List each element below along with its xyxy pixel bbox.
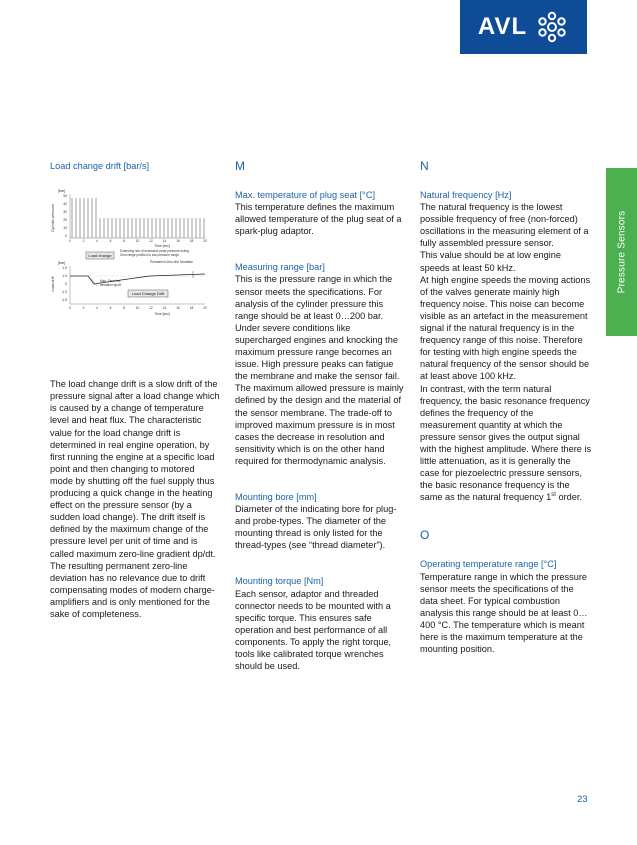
figure-caption-line2: Zero range position to low pressure range xyxy=(120,253,180,258)
mounting-bore-heading: Mounting bore [mm] xyxy=(235,491,317,502)
load-change-paragraph-1: The load change drift is a slow drift of the pressure signal after a load change which is caused by a change of temperature level and heat flux. The characteristic value for the load change drift is determined in real engine operation, by first running the engine at a specific load point and then changing to motored mode by shutting off the fuel supply thus producing a quick change in the heating effect on the pressure sensor (by a sudden load change). The drift itself is defined by the maximum change of the pressure level per unit of time and is called maximum zero-line gradient dp/dt. xyxy=(50,379,220,559)
top-tick: 0 xyxy=(65,234,67,239)
mounting-bore-paragraph: Diameter of the indicating bore for plug- and probe-types. The diameter of the mounting thread is only listed for the thread-types (see “thread diameter”). xyxy=(235,504,397,551)
x-tick-label: 20 xyxy=(203,239,207,244)
natural-frequency-heading: Natural frequency [Hz] xyxy=(420,190,512,200)
mounting-torque-paragraph: Each sensor, adaptor and threaded connector needs to be mounted with a specific torque. This ensures safe operation and best performance of all components. To apply the right torque, tools like calibrated torque wrenches should be used. xyxy=(235,588,392,672)
bottom-tick: -1.0 xyxy=(61,290,67,295)
column-right xyxy=(420,160,592,655)
load-change-paragraph-2: The resulting permanent zero-line deviation has no relevance due to drift compensating modes of modern charge-amplifiers and is only mentioned for the sake of completeness. xyxy=(50,560,215,619)
logo-emblem-icon xyxy=(535,10,569,44)
measuring-range-paragraph-1: This is the pressure range in which the sensor meets the specifications. For analysis of the cylinder pressure this range should be at least 0…200 bar. xyxy=(235,274,393,321)
x-tick-label: 0 xyxy=(69,239,71,244)
x-tick-label: 4 xyxy=(96,239,98,244)
section-letter-n: N xyxy=(420,159,429,173)
column-middle xyxy=(235,160,405,672)
natural-frequency-paragraph-4 xyxy=(420,383,592,504)
x-tick-label: 14 xyxy=(162,306,167,311)
bottom-xlabel: Time [sec] xyxy=(154,312,170,317)
figure-caption-line1: Extending line of excessive peak pressure acting xyxy=(120,249,189,254)
x-tick-label: 10 xyxy=(135,239,140,244)
ordinal-suffix: st xyxy=(551,492,556,499)
operating-temperature-heading: Operating temperature range [°C] xyxy=(420,559,557,570)
top-unit: [bar] xyxy=(58,189,66,194)
x-tick-label: 20 xyxy=(203,306,207,311)
bottom-tick: 0 xyxy=(65,282,67,287)
max-deviation-line1: Max. Zero-line xyxy=(100,279,121,284)
natural-frequency-paragraph-1: The natural frequency is the lowest possible frequency of free (non-forced) oscillations in the measuring element of a fully assembled pressure sensor. xyxy=(420,202,589,249)
x-tick-label: 18 xyxy=(189,306,194,311)
top-tick: 50 xyxy=(63,194,67,199)
drift-box: Load Change Drift xyxy=(131,291,165,297)
top-ylabel: Cylinder pressure xyxy=(51,204,55,233)
section-letter-m: M xyxy=(235,159,245,173)
logo-text: AVL xyxy=(477,13,528,40)
load-change-drift-figure xyxy=(50,186,210,324)
x-tick-label: 2 xyxy=(82,306,85,311)
x-tick-label: 18 xyxy=(189,239,194,244)
pressure-spikes xyxy=(72,198,204,238)
load-change-drift-heading: Load change drift [bar/s] xyxy=(50,161,150,171)
plug-seat-paragraph: This temperature defines the maximum allowed temperature of the plug seat of a spark-plug adaptor. xyxy=(235,202,402,237)
x-tick-label: 12 xyxy=(149,306,153,311)
column-left xyxy=(50,160,220,620)
measuring-range-paragraph-2: Under severe conditions like supercharged engines and knocking the maximum pressure range becomes an issue. High pressure peaks can fatigue the membrane and make the sensor fail. The maximum allowed pressure is mainly defined by the design and the material of the sensor membrane. The trade-off to improved maximum pressure is in most cases the decrease in resolution and sensitivity which is on the other hand required for thermodynamic analysis. xyxy=(235,322,404,466)
bottom-unit: [bar] xyxy=(58,261,66,266)
paragraph-4-end: order. xyxy=(555,492,582,503)
section-side-tab[interactable] xyxy=(606,168,637,336)
x-tick-label: 8 xyxy=(123,306,125,311)
x-tick-label: 10 xyxy=(135,306,140,311)
x-tick-label: 6 xyxy=(109,239,112,244)
top-tick: 30 xyxy=(63,210,67,215)
plug-seat-temperature-heading: Max. temperature of plug seat [°C] xyxy=(235,190,376,200)
drift-curve xyxy=(70,274,205,284)
bottom-tick: -1.5 xyxy=(61,298,67,303)
x-tick-label: 0 xyxy=(69,306,71,311)
x-tick-label: 16 xyxy=(176,239,180,244)
side-tab-label: Pressure Sensors xyxy=(616,210,627,294)
pressure-deviation-label: Permanent Zero-line Deviation xyxy=(150,260,194,265)
operating-temperature-paragraph: Temperature range in which the pressure sensor meets the specifications of the data sheet. For typical combustion analysis this range should be at least 0…400 °C. The temperature which is meant here is the maximum temperature at the mounting position. xyxy=(420,571,588,655)
x-tick-label: 4 xyxy=(96,306,98,311)
x-tick-label: 6 xyxy=(109,306,112,311)
mounting-torque-heading: Mounting torque [Nm] xyxy=(235,576,324,587)
top-tick: 10 xyxy=(63,226,67,231)
page-number: 23 xyxy=(577,794,588,805)
load-change-box: Load change xyxy=(88,253,112,259)
x-tick-label: 14 xyxy=(162,239,167,244)
section-letter-o: O xyxy=(420,528,430,543)
natural-frequency-paragraph-3: At high engine speeds the moving actions of the valves generate mainly high frequency noise. This noise can become visible as an artefact in the measurement signal if the natural frequency is in the frequency range of this noise. Therefore for testing with high engine speeds the natural frequency of the sensor should be at least above 100 kHz. xyxy=(420,274,591,382)
x-tick-label: 8 xyxy=(123,239,125,244)
avl-logo xyxy=(460,0,587,54)
x-tick-label: 2 xyxy=(82,239,85,244)
measuring-range-heading: Measuring range [bar] xyxy=(235,262,325,273)
bottom-tick: 1.0 xyxy=(62,274,67,279)
paragraph-4-text: In contrast, with the term natural frequency, the basic resonance frequency defines the frequency of the measurement quantity at which the pressure sensor gives the output signal with the highest amplitude. Where there is little attenuation, as it is generally the case for piezoelectric pressure sensors, the basic resonance frequency is the same as the natural frequency 1 xyxy=(420,383,592,503)
x-tick-label: 12 xyxy=(149,239,153,244)
top-xlabel: Time [sec] xyxy=(154,244,170,249)
bottom-tick: 1.5 xyxy=(62,266,67,271)
max-deviation-line2: deviation dp/dt xyxy=(100,283,121,288)
x-tick-label: 16 xyxy=(176,306,180,311)
top-tick: 40 xyxy=(63,202,67,207)
top-tick: 20 xyxy=(63,218,67,223)
bottom-ylabel: Load drift xyxy=(51,276,55,292)
natural-frequency-paragraph-2: This value should be at low engine speeds at least 50 kHz. xyxy=(420,250,561,273)
